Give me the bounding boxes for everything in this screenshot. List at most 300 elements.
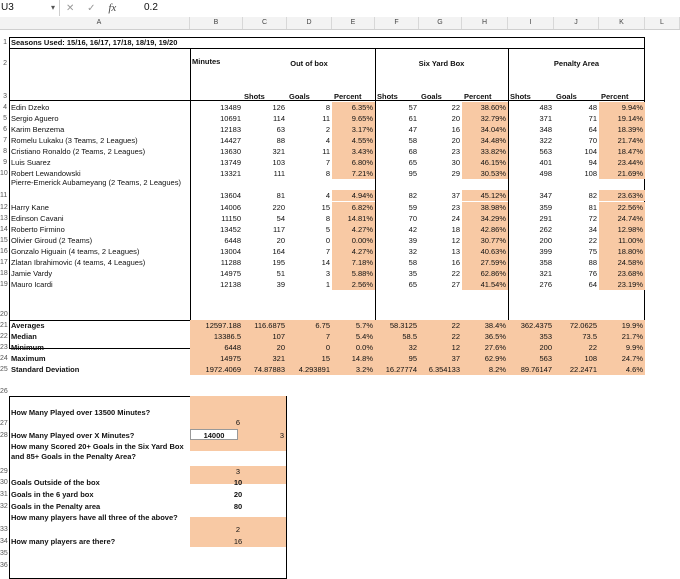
stat-label: Median — [11, 332, 37, 341]
cell-s3: 200 — [539, 236, 552, 245]
cell-g2: 29 — [451, 169, 460, 178]
row-number[interactable]: 29 — [0, 468, 8, 475]
question-value: 80 — [233, 502, 243, 511]
row-number[interactable]: 36 — [0, 562, 8, 569]
question-value: 6 — [235, 418, 241, 427]
cell-min: 13452 — [220, 225, 241, 234]
row-number[interactable]: 5 — [3, 115, 7, 122]
stat-g2: 22 — [419, 320, 462, 331]
player-name: Mauro Icardi — [11, 280, 53, 289]
question-value: 16 — [233, 537, 243, 546]
row-number[interactable]: 1 — [3, 39, 7, 46]
column-header[interactable]: B — [190, 17, 243, 29]
row-number[interactable]: 16 — [0, 248, 8, 255]
stat-min: 14975 — [190, 353, 243, 364]
stat-g2: 37 — [419, 353, 462, 364]
cell-p2: 42.86% — [462, 224, 508, 235]
cell-min: 12138 — [220, 280, 241, 289]
name-box[interactable] — [0, 0, 60, 16]
cell-g2: 18 — [451, 225, 460, 234]
stat-g1: 15 — [287, 353, 332, 364]
stat-p2: 62.9% — [462, 353, 508, 364]
question-label: Goals Outside of the box — [11, 478, 100, 487]
row-number[interactable]: 33 — [0, 526, 8, 533]
stat-s2: 16.27774 — [375, 364, 419, 375]
row-number[interactable]: 22 — [0, 333, 8, 340]
cell-min: 13004 — [220, 247, 241, 256]
cell-g2: 20 — [451, 114, 460, 123]
chevron-down-icon[interactable]: ▾ — [50, 3, 55, 12]
cell-s2: 61 — [408, 114, 417, 123]
player-name: Gonzalo Higuain (4 teams, 2 Leagues) — [11, 247, 140, 256]
cell-g1: 5 — [325, 225, 330, 234]
question-label: Goals in the 6 yard box — [11, 490, 94, 499]
formula-icons — [66, 0, 126, 16]
cell-s3: 347 — [539, 191, 552, 200]
stat-g3: 73.5 — [554, 331, 599, 342]
stat-s2: 58.5 — [375, 331, 419, 342]
cell-s1: 81 — [276, 191, 285, 200]
stat-min: 13386.5 — [190, 331, 243, 342]
row-number[interactable]: 21 — [0, 322, 8, 329]
row-number[interactable]: 13 — [0, 215, 8, 222]
question-label: How Many Played over X Minutes? — [11, 431, 135, 440]
question-label: Goals in the Penalty area — [11, 502, 101, 511]
cell-s1: 114 — [273, 114, 285, 123]
cell-p1: 6.80% — [332, 157, 375, 168]
stat-g3: 108 — [554, 353, 599, 364]
row-number[interactable]: 23 — [0, 344, 8, 351]
player-name: Pierre-Emerick Aubameyang (2 Teams, 2 Leagues) — [11, 178, 181, 187]
row-number[interactable]: 32 — [0, 503, 8, 510]
cell-p2: 30.53% — [462, 168, 508, 179]
row-number[interactable]: 17 — [0, 259, 8, 266]
cell-g1: 1 — [325, 280, 330, 289]
cell-min: 13604 — [220, 191, 241, 200]
confirm-icon[interactable]: ✓ — [87, 3, 96, 14]
row-number[interactable]: 31 — [0, 491, 8, 498]
cell-p2: 62.86% — [462, 268, 508, 279]
cell-s3: 371 — [539, 114, 552, 123]
stat-g2: 6.354133 — [419, 364, 462, 375]
stat-s3: 362.4375 — [508, 320, 554, 331]
stat-s1: 20 — [243, 342, 287, 353]
row-number[interactable]: 7 — [3, 137, 7, 144]
cell-s2: 82 — [408, 191, 417, 200]
cell-p1: 6.35% — [332, 102, 375, 113]
stat-min: 12597.188 — [190, 320, 243, 331]
cell-s1: 51 — [276, 269, 285, 278]
cell-g2: 22 — [451, 269, 460, 278]
cell-g3: 82 — [588, 191, 597, 200]
subheader: Goals — [289, 92, 310, 101]
player-name: Robert Lewandowski — [11, 169, 81, 178]
subheader: Percent — [464, 92, 492, 101]
row-number[interactable]: 2 — [3, 60, 7, 67]
cell-min: 11150 — [221, 214, 241, 223]
player-name: Edinson Cavani — [11, 214, 64, 223]
cell-g3: 64 — [588, 125, 597, 134]
cell-g1: 0 — [325, 236, 330, 245]
cell-min: 14975 — [220, 269, 241, 278]
stat-p2: 8.2% — [462, 364, 508, 375]
cell-g1: 7 — [325, 247, 330, 256]
cell-g3: 81 — [588, 203, 597, 212]
divider — [9, 48, 645, 49]
cell-p3: 18.80% — [599, 246, 645, 257]
cell-p3: 11.00% — [599, 235, 645, 246]
header-minutes: Minutes — [192, 57, 221, 66]
stat-g1: 7 — [287, 331, 332, 342]
cell-p1: 4.55% — [332, 135, 375, 146]
cell-g1: 15 — [321, 203, 330, 212]
question-value: 2 — [235, 525, 241, 534]
cell-g3: 64 — [588, 280, 597, 289]
cell-p3: 22.56% — [599, 202, 645, 213]
row-number[interactable]: 12 — [0, 204, 8, 211]
cell-min: 12183 — [220, 125, 241, 134]
cell-g2: 16 — [451, 258, 460, 267]
cell-s3: 498 — [539, 169, 552, 178]
cell-p1: 9.65% — [332, 113, 375, 124]
cell-ref: U3 — [1, 2, 14, 13]
cell-s3: 359 — [539, 203, 552, 212]
row-number[interactable]: 34 — [0, 538, 8, 545]
cell-p3: 21.69% — [599, 168, 645, 179]
player-name: Romelu Lukaku (3 Teams, 2 Leagues) — [11, 136, 138, 145]
cell-p3: 18.47% — [599, 146, 645, 157]
cell-s1: 195 — [272, 258, 285, 267]
cell-p1: 4.27% — [332, 246, 375, 257]
cell-g1: 8 — [325, 214, 330, 223]
stat-p3: 21.7% — [599, 331, 645, 342]
player-name: Cristiano Ronaldo (2 Teams, 2 Leagues) — [11, 147, 146, 156]
cell-p2: 40.63% — [462, 246, 508, 257]
cell-p1: 3.17% — [332, 124, 375, 135]
cell-min: 11288 — [220, 258, 241, 267]
question-value: 20 — [233, 490, 243, 499]
row-number[interactable]: 24 — [0, 355, 8, 362]
column-header[interactable]: I — [508, 17, 554, 29]
player-name: Zlatan Ibrahimovic (4 teams, 4 Leagues) — [11, 258, 146, 267]
cell-s2: 65 — [408, 280, 417, 289]
minutes-threshold-input[interactable]: 14000 — [190, 429, 238, 440]
stat-p3: 4.6% — [599, 364, 645, 375]
cell-g3: 70 — [588, 136, 597, 145]
cell-g3: 72 — [588, 214, 597, 223]
cell-g3: 104 — [584, 147, 597, 156]
cell-p1: 4.27% — [332, 224, 375, 235]
cell-g3: 75 — [588, 247, 597, 256]
cell-g1: 8 — [325, 103, 330, 112]
cell-p1: 0.00% — [332, 235, 375, 246]
stat-g1: 4.293891 — [287, 364, 332, 375]
stat-p1: 3.2% — [332, 364, 375, 375]
cell-s2: 59 — [408, 203, 417, 212]
cell-g2: 30 — [451, 158, 460, 167]
stat-s3: 89.76147 — [508, 364, 554, 375]
stat-g3: 22.2471 — [554, 364, 599, 375]
cell-g2: 12 — [451, 236, 460, 245]
question-label: How many players have all three of the above? — [11, 513, 178, 522]
header-penalty: Penalty Area — [553, 59, 600, 68]
cell-p1: 7.18% — [332, 257, 375, 268]
question-value: 3 — [235, 467, 241, 476]
cell-p1: 4.94% — [332, 190, 375, 201]
player-name: Olivier Giroud (2 Teams) — [11, 236, 93, 245]
stat-s3: 200 — [508, 342, 554, 353]
cell-s1: 321 — [272, 147, 285, 156]
formula-bar — [0, 0, 680, 18]
cancel-icon[interactable]: ✕ — [66, 3, 75, 14]
cell-g2: 24 — [451, 214, 460, 223]
cell-p3: 12.98% — [599, 224, 645, 235]
stat-g2: 12 — [419, 342, 462, 353]
row-number[interactable]: 25 — [0, 366, 8, 373]
cell-g3: 94 — [588, 158, 597, 167]
stat-g1: 0 — [287, 342, 332, 353]
stat-label: Standard Deviation — [11, 365, 80, 374]
stat-s1: 116.6875 — [243, 320, 287, 331]
fx-icon[interactable]: fx — [108, 2, 117, 14]
subheader: Percent — [601, 92, 629, 101]
row-number[interactable]: 35 — [0, 550, 8, 557]
cell-s2: 65 — [408, 158, 417, 167]
cell-p3: 9.94% — [599, 102, 645, 113]
row-number[interactable]: 8 — [3, 148, 7, 155]
column-header[interactable]: G — [419, 17, 462, 29]
cell-s1: 103 — [272, 158, 285, 167]
cell-g1: 7 — [325, 158, 330, 167]
cell-s3: 399 — [539, 247, 552, 256]
cell-s2: 47 — [408, 125, 417, 134]
column-header[interactable]: L — [645, 17, 680, 29]
cell-g2: 27 — [451, 280, 460, 289]
cell-g1: 4 — [325, 136, 330, 145]
stat-min: 1972.4069 — [190, 364, 243, 375]
cell-s1: 63 — [276, 125, 285, 134]
cell-p3: 19.14% — [599, 113, 645, 124]
column-header[interactable]: A — [9, 17, 190, 29]
stat-g3: 22 — [554, 342, 599, 353]
row-number[interactable]: 6 — [3, 126, 7, 133]
column-header[interactable]: E — [332, 17, 375, 29]
question-label: How many players are there? — [11, 537, 116, 546]
cell-p2: 30.77% — [462, 235, 508, 246]
formula-input[interactable]: 0.2 — [144, 2, 158, 13]
question-value: 3 — [279, 431, 284, 440]
cell-s2: 68 — [408, 147, 417, 156]
cell-p3: 24.58% — [599, 257, 645, 268]
stat-s1: 321 — [243, 353, 287, 364]
header-six-yard: Six Yard Box — [418, 59, 465, 68]
question-label: How Many Played over 13500 Minutes? — [11, 408, 151, 417]
column-header-bar — [0, 17, 680, 30]
cell-g1: 3 — [325, 269, 330, 278]
stat-label: Minimum — [11, 343, 44, 352]
cell-s1: 126 — [272, 103, 285, 112]
cell-s3: 563 — [539, 147, 552, 156]
row-number[interactable]: 11 — [0, 192, 8, 199]
row-number[interactable]: 20 — [0, 311, 8, 318]
player-name: Sergio Aguero — [11, 114, 59, 123]
stat-s2: 32 — [375, 342, 419, 353]
cell-g1: 4 — [325, 191, 330, 200]
column-header[interactable]: H — [462, 17, 508, 29]
stat-g2: 22 — [419, 331, 462, 342]
subheader: Goals — [421, 92, 442, 101]
column-header[interactable]: F — [375, 17, 419, 29]
row-number[interactable]: 27 — [0, 420, 8, 427]
question-value: 10 — [233, 478, 243, 487]
cell-g3: 34 — [588, 225, 597, 234]
stat-p1: 5.7% — [332, 320, 375, 331]
cell-s1: 20 — [276, 236, 285, 245]
cell-p1: 3.43% — [332, 146, 375, 157]
subheader: Shots — [510, 92, 531, 101]
row-number[interactable]: 30 — [0, 479, 8, 486]
cell-s2: 58 — [408, 258, 417, 267]
cell-min: 10691 — [220, 114, 241, 123]
stat-p2: 27.6% — [462, 342, 508, 353]
cell-p2: 34.04% — [462, 124, 508, 135]
cell-p1: 7.21% — [332, 168, 375, 179]
cell-p2: 41.54% — [462, 279, 508, 290]
subheader: Shots — [377, 92, 398, 101]
cell-s1: 88 — [276, 136, 285, 145]
row-number[interactable]: 4 — [3, 104, 7, 111]
cell-g1: 11 — [322, 114, 330, 123]
row-number[interactable]: 15 — [0, 237, 8, 244]
stat-p3: 19.9% — [599, 320, 645, 331]
cell-s1: 117 — [273, 225, 285, 234]
cell-s2: 57 — [408, 103, 417, 112]
cell-p2: 32.79% — [462, 113, 508, 124]
cell-g3: 108 — [584, 169, 597, 178]
cell-g2: 23 — [451, 203, 460, 212]
column-header[interactable]: K — [599, 17, 645, 29]
cell-p2: 46.15% — [462, 157, 508, 168]
stat-p1: 14.8% — [332, 353, 375, 364]
stat-s3: 563 — [508, 353, 554, 364]
cell-p1: 6.82% — [332, 202, 375, 213]
cell-min: 13489 — [220, 103, 241, 112]
stat-g3: 72.0625 — [554, 320, 599, 331]
row-number[interactable]: 18 — [0, 270, 8, 277]
stat-s3: 353 — [508, 331, 554, 342]
row-number[interactable]: 10 — [0, 170, 8, 177]
cell-s2: 39 — [408, 236, 417, 245]
cell-p2: 33.82% — [462, 146, 508, 157]
cell-g1: 11 — [322, 147, 330, 156]
stat-p2: 36.5% — [462, 331, 508, 342]
cell-g3: 48 — [588, 103, 597, 112]
row-number[interactable]: 9 — [3, 159, 7, 166]
cell-g2: 20 — [451, 136, 460, 145]
cell-p2: 34.29% — [462, 213, 508, 224]
cell-s3: 483 — [539, 103, 552, 112]
cell-s2: 95 — [408, 169, 417, 178]
column-header[interactable]: D — [287, 17, 332, 29]
cell-p2: 27.59% — [462, 257, 508, 268]
cell-p2: 38.60% — [462, 102, 508, 113]
player-name: Jamie Vardy — [11, 269, 53, 278]
subheader: Shots — [244, 92, 265, 101]
cell-p2: 45.12% — [462, 190, 508, 201]
column-header[interactable]: C — [243, 17, 287, 29]
cell-s3: 276 — [539, 280, 552, 289]
row-number[interactable]: 3 — [3, 93, 7, 100]
cell-min: 13749 — [220, 158, 241, 167]
row-number[interactable]: 26 — [0, 388, 8, 395]
cell-s2: 35 — [408, 269, 417, 278]
cell-g2: 23 — [451, 147, 460, 156]
cell-s3: 401 — [539, 158, 552, 167]
cell-s2: 58 — [408, 136, 417, 145]
cell-min: 14427 — [220, 136, 241, 145]
stat-s2: 58.3125 — [375, 320, 419, 331]
subheader: Goals — [556, 92, 577, 101]
cell-p3: 23.44% — [599, 157, 645, 168]
row-number[interactable]: 14 — [0, 226, 8, 233]
cell-s2: 42 — [408, 225, 417, 234]
cell-s1: 220 — [272, 203, 285, 212]
player-name: Harry Kane — [11, 203, 49, 212]
player-name: Karim Benzema — [11, 125, 65, 134]
cell-min: 13630 — [220, 147, 241, 156]
cell-s3: 358 — [539, 258, 552, 267]
cell-p3: 23.68% — [599, 268, 645, 279]
sheet-title: Seasons Used: 15/16, 16/17, 17/18, 18/19, 19/20 — [11, 38, 178, 47]
cell-s1: 54 — [276, 214, 285, 223]
cell-min: 6448 — [224, 236, 241, 245]
cell-p1: 5.88% — [332, 268, 375, 279]
stat-p3: 24.7% — [599, 353, 645, 364]
cell-s2: 32 — [408, 247, 417, 256]
row-number[interactable]: 19 — [0, 281, 8, 288]
player-name: Roberto Firmino — [11, 225, 65, 234]
cell-g2: 37 — [451, 191, 460, 200]
cell-p1: 14.81% — [332, 213, 375, 224]
column-header[interactable]: J — [554, 17, 599, 29]
sheet-grid[interactable] — [0, 30, 680, 567]
cell-p2: 34.48% — [462, 135, 508, 146]
cell-g3: 71 — [588, 114, 597, 123]
cell-s1: 164 — [272, 247, 285, 256]
cell-s3: 321 — [539, 269, 552, 278]
row-number[interactable]: 28 — [0, 432, 8, 439]
player-name: Luis Suarez — [11, 158, 51, 167]
stat-s2: 95 — [375, 353, 419, 364]
cell-p3: 21.74% — [599, 135, 645, 146]
cell-p3: 24.74% — [599, 213, 645, 224]
cell-p3: 23.19% — [599, 279, 645, 290]
stat-p2: 38.4% — [462, 320, 508, 331]
header-out-of-box: Out of box — [290, 59, 328, 68]
cell-g2: 13 — [451, 247, 460, 256]
cell-p2: 38.98% — [462, 202, 508, 213]
cell-p1: 2.56% — [332, 279, 375, 290]
cell-g3: 76 — [588, 269, 597, 278]
cell-s3: 262 — [539, 225, 552, 234]
cell-s3: 348 — [539, 125, 552, 134]
cell-g3: 88 — [588, 258, 597, 267]
cell-g2: 22 — [451, 103, 460, 112]
stat-g1: 6.75 — [287, 320, 332, 331]
cell-g1: 14 — [321, 258, 330, 267]
question-label: How many Scored 20+ Goals in the Six Yard Box and 85+ Goals in the Penalty Area? — [11, 442, 184, 461]
stat-s1: 107 — [243, 331, 287, 342]
